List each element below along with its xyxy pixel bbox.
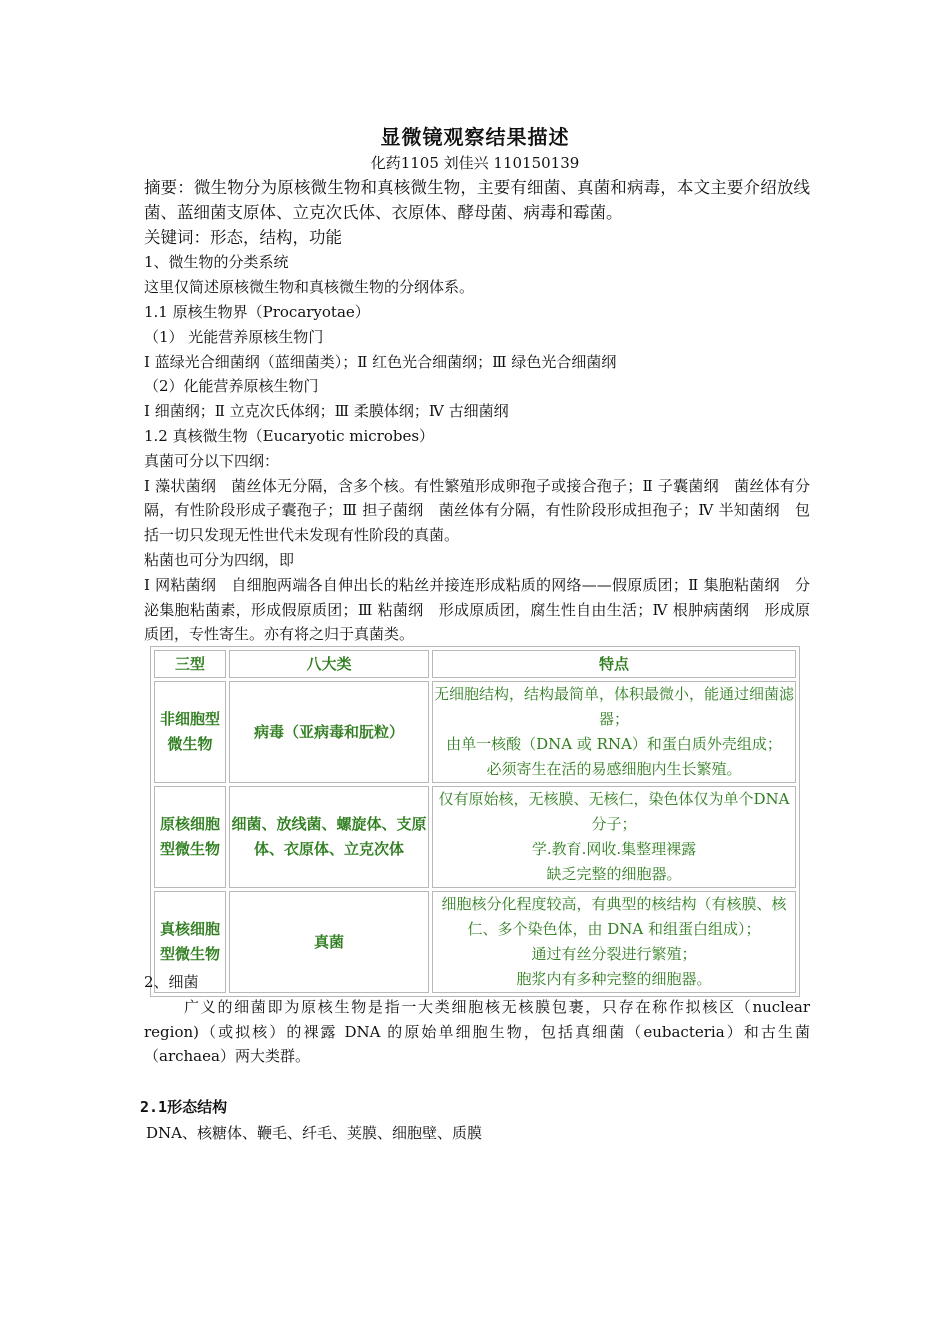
header-features: 特点: [432, 650, 796, 678]
page-title: 显微镜观察结果描述: [380, 125, 570, 149]
section-2-paragraph: 广义的细菌即为原核生物是指一大类细胞核无核膜包裹，只存在称作拟核区（nuclear region)（或拟核）的裸露 DNA 的原始单细胞生物，包括真细菌（eubacteria）和古生菌（archaea）两大类群。: [144, 997, 810, 1066]
classification-table: [150, 646, 800, 997]
row-type: 原核细胞型微生物: [154, 786, 226, 888]
header-type: 三型: [154, 650, 226, 678]
feature-line: 胞浆内有多种完整的细胞器。: [516, 970, 712, 988]
feature-line: 细胞核分化程度较高，有典型的核结构（有核膜、核仁、多个染色体，由 DNA 和组蛋白组成）；: [441, 895, 787, 938]
row-type: 真核细胞型微生物: [154, 891, 226, 993]
abstract: 摘要：微生物分为原核微生物和真核微生物，主要有细菌、真菌和病毒，本文主要介绍放线菌、蓝细菌支原体、立克次氏体、衣原体、酵母菌、病毒和霉菌。: [144, 178, 810, 222]
phylum-chemotrophic: （2）化能营养原核生物门: [144, 377, 319, 396]
author-line: 化药1105 刘佳兴 110150139: [370, 154, 580, 172]
row-features: [432, 786, 796, 888]
section-1-intro: 这里仅简述原核微生物和真核微生物的分纲体系。: [144, 278, 475, 297]
feature-line: 由单一核酸（DNA 或 RNA）和蛋白质外壳组成；: [446, 735, 782, 753]
keywords: 关键词：形态，结构，功能: [144, 227, 342, 247]
section-2: [144, 970, 810, 1069]
row-features: [432, 681, 796, 783]
row-classes: 细菌、放线菌、螺旋体、支原体、衣原体、立克次体: [229, 786, 429, 888]
table-row: [154, 786, 796, 888]
table-row: [154, 681, 796, 783]
row-classes: 病毒（亚病毒和朊粒）: [229, 681, 429, 783]
table-header-row: [154, 650, 796, 678]
fungi-intro: 真菌可分以下四纲：: [144, 451, 280, 470]
structure-list: DNA、核糖体、鞭毛、纤毛、荚膜、细胞壁、质膜: [146, 1124, 482, 1142]
feature-line: 无细胞结构，结构最简单，体积最微小，能通过细菌滤器；: [434, 685, 795, 728]
chemotrophic-classes: Ⅰ 细菌纲；Ⅱ 立克次氏体纲；Ⅲ 柔膜体纲；Ⅳ 古细菌纲: [144, 402, 509, 421]
feature-line: 必须寄生在活的易感细胞内生长繁殖。: [486, 760, 742, 778]
feature-line: 仅有原始核，无核膜、无核仁，染色体仅为单个DNA 分子；: [438, 790, 790, 833]
slime-mold-classes: Ⅰ 网粘菌纲 自细胞两端各自伸出长的粘丝并接连形成粘质的网络——假原质团；Ⅱ 集胞粘菌纲 分泌集胞粘菌素，形成假原质团；Ⅲ 粘菌纲 形成原质团，腐生性自由生活；Ⅳ 根肿病菌纲 形成原质团，专性寄生。亦有将之归于真菌类。: [144, 575, 810, 644]
row-type: 非细胞型微生物: [154, 681, 226, 783]
phylum-phototrophic: （1） 光能营养原核生物门: [144, 327, 324, 346]
section-1-1-heading: 1.1 原核生物界（Procaryotae）: [144, 302, 370, 321]
slime-mold-intro: 粘菌也可分为四纲，即: [144, 550, 295, 569]
fungi-classes: Ⅰ 藻状菌纲 菌丝体无分隔，含多个核。有性繁殖形成卵孢子或接合孢子；Ⅱ 子囊菌纲 菌丝体有分隔，有性阶段形成子囊孢子；Ⅲ 担子菌纲 菌丝体有分隔，有性阶段形成担孢子；Ⅳ 半知菌纲 包括一切只发现无性世代未发现有性阶段的真菌。: [144, 476, 810, 545]
section-1-2-heading: 1.2 真核微生物（Eucaryotic microbes）: [144, 426, 435, 445]
feature-line: 通过有丝分裂进行繁殖；: [531, 945, 697, 963]
header-classes: 八大类: [229, 650, 429, 678]
section-1-heading: 1、微生物的分类系统: [144, 253, 289, 272]
phototrophic-classes: Ⅰ 蓝绿光合细菌纲（蓝细菌类）；Ⅱ 红色光合细菌纲；Ⅲ 绿色光合细菌纲: [144, 352, 617, 371]
document-body: [144, 176, 810, 647]
section-2-1-heading: 2.1形态结构: [140, 1098, 228, 1116]
feature-line: 缺乏完整的细胞器。: [546, 865, 682, 883]
row-classes: 真菌: [229, 891, 429, 993]
section-2-heading: 2、细菌: [144, 973, 199, 991]
feature-line: 学.教育.网收.集整理裸露: [531, 840, 697, 858]
